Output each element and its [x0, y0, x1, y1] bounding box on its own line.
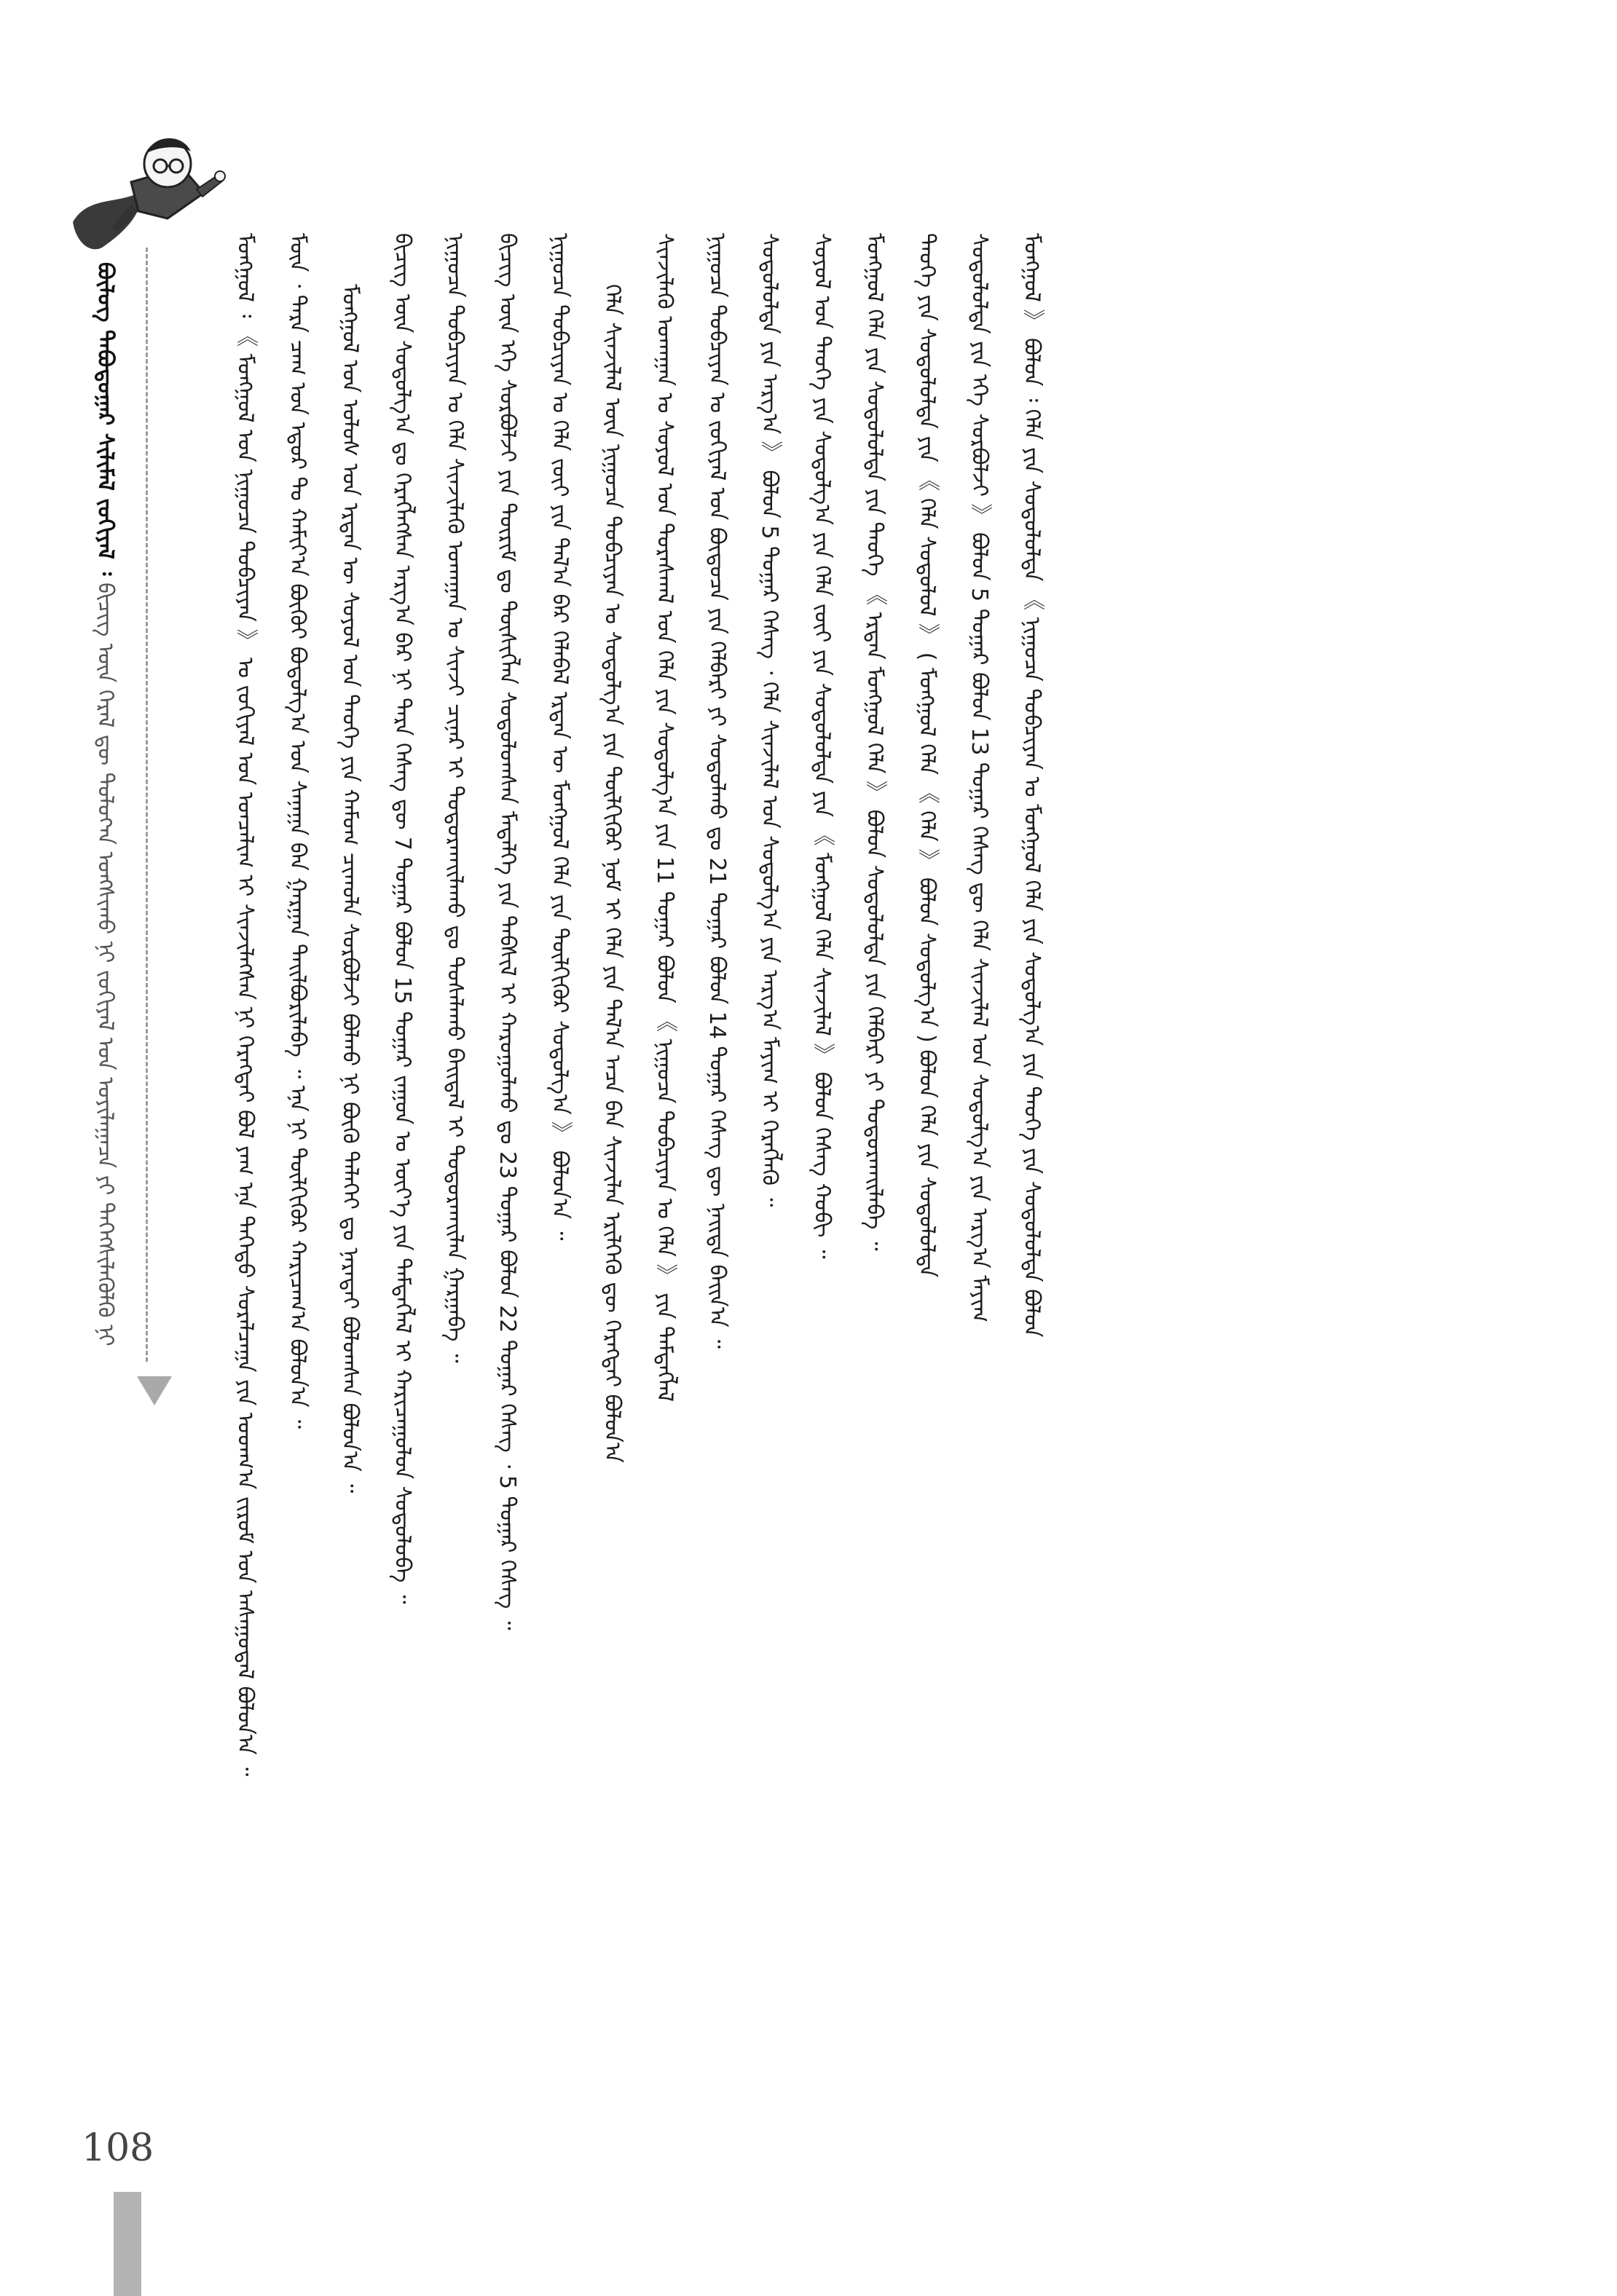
- text-column: ᠨᠢᠭᠤᠴᠠ ᠲᠣᠪᠴᠢᠶᠠᠨ ᠤ ᠬᠡᠯᠡ ᠰᠢᠨᠵᠢᠯᠡᠬᠦ ᠤᠬᠠᠭᠠᠨ ᠤ ᠰᠢᠨᠵᠢ ᠴᠢᠨᠠᠷ ᠢ ᠲᠣᠳᠤᠷᠬᠠᠢᠯᠠᠬᠤ ᠳᠤ ᠲᠤᠰᠠᠯᠠᠬᠤ ᠪᠠᠢᠳᠠᠯ ᠢ ᠲᠣᠳᠣᠷᠬᠠᠢᠯᠠᠨ ᠭᠠᠷᠭᠠᠪᠠ ᠃: [442, 233, 468, 1363]
- running-header-prefix: ᠪᠦᠯᠦᠭ ᠲᠠᠪᠤᠳᠤᠭᠠᠷ ᠰᠢᠯᠢᠮᠡᠯ ᠵᠣᠬᠢᠶᠠᠯ ᠄: [93, 262, 118, 576]
- text-column: ᠪᠢᠴᠢᠭ᠌ ᠦᠨ ᠰᠤᠳᠤᠯᠭ᠎ᠠ ᠳᠤ ᠬᠡᠷᠡᠭᠯᠡᠭᠰᠡᠨ ᠠᠷᠭ᠎ᠠ ᠪᠠᠷ ᠨᠢ ᠲᠡᠷᠡ ᠬᠡᠰᠡᠭ ᠳᠦ 7 ᠳᠤᠭᠠᠷ ᠪᠣᠯᠤᠨ 15 ᠳᠤᠭᠠᠷ ᠵᠠᠭᠤᠨ ᠤ ᠦᠶ᠎ᠡ ᠶᠢᠨ ᠲᠡᠮᠳᠡᠭᠯᠡᠯ ᠢ ᠬᠠᠷᠢᠴᠠᠭᠤᠯᠤᠨ ᠰᠤᠳᠤᠯᠤᠪᠠ ᠃: [390, 233, 415, 1604]
- running-header-title: ᠪᠢᠴᠢᠭ᠌ ᠦᠨ ᠭᠡᠷᠡᠯ ᠳᠦ ᠲᠤᠯᠤᠭ᠌ᠠᠨ ᠤᠩᠰᠢᠬᠤ ᠨᠢ ᠵᠣᠬᠢᠶᠠᠯ ᠤᠨ ᠣᠶᠢᠯᠠᠭᠠᠴᠠ ᠶᠢ ᠳᠡᠭᠡᠭᠰᠢᠯᠡᠭᠦᠯᠬᠦ ᠨᠢ: [93, 582, 118, 1346]
- body-text: [219, 233, 1369, 2119]
- header-dashed-rule: [146, 248, 148, 1362]
- text-column: ᠰᠤᠳᠤᠯᠤᠯᠲᠠ ᠶᠢᠨ ᠠᠷᠭ᠎ᠠ 》 ᠪᠣᠯᠤᠨ 5 ᠳᠤᠭᠠᠷ ᠬᠡᠰᠡᠭ ᠂ ᠬᠡᠯᠡ ᠰᠢᠨᠵᠢᠯᠡᠯ ᠤᠨ ᠰᠤᠳᠤᠯᠭ᠎ᠠ ᠶᠢᠨ ᠠᠷᠭ᠎ᠠ ᠮᠠᠶᠢᠭ ᠢ ᠬᠡᠷᠡᠭᠯᠡᠬᠦ ᠃: [757, 233, 782, 1207]
- text-column: ᠮᠣᠩᠭᠣᠯ ᠄ 《 ᠮᠣᠩᠭᠣᠯ ᠤᠨ ᠨᠢᠭᠤᠴᠠ ᠲᠣᠪᠴᠢᠶᠠᠨ 》 ᠤ ᠵᠣᠬᠢᠶᠠᠯ ᠤᠨ ᠣᠨᠴᠠᠯᠢᠭ ᠢ ᠰᠢᠨᠵᠢᠯᠡᠭᠰᠡᠨ ᠨᠢ ᠬᠡᠷᠡᠭᠲᠡᠢ ᠪᠣᠯ ᠶᠠᠭ ᠡᠨᠡ ᠳᠡᠭᠡᠳᠦ ᠰᠤᠷᠠᠯᠴᠠᠭᠠ ᠶᠢᠨ ᠤᠳᠬ᠎ᠠ ᠵᠢᠷᠤᠮ ᠤᠨ ᠠᠰᠠᠭᠤᠳᠠᠯ ᠪᠣᠯᠤᠨ᠎ᠠ ᠃: [232, 233, 258, 1777]
- mascot-illustration: [58, 124, 226, 269]
- page-number: 108: [82, 2126, 154, 2170]
- page-edge-tab: [114, 2192, 141, 2296]
- text-column: ᠮᠣᠩᠭᠣᠯ ᠬᠡᠯᠡ ᠶᠢᠨ ᠰᠤᠳᠤᠯᠤᠯᠲᠠ ᠶᠢᠨ ᠲᠡᠦᠬᠡ 《 ᠡᠷᠲᠡᠨ ᠮᠣᠩᠭᠣᠯ ᠬᠡᠯᠡ 》 ᠪᠣᠯᠤᠨ ᠰᠤᠳᠤᠯᠤᠯᠲᠠ ᠶᠢᠨ ᠬᠡᠯᠪᠡᠷᠢ ᠶᠢ ᠲᠣᠳᠤᠷᠬᠠᠢᠯᠠᠪᠠ ᠃: [862, 233, 887, 1251]
- text-column: ᠬᠡᠯᠡ ᠰᠢᠨᠵᠢᠯᠡᠯ ᠦᠨ ᠨᠢᠭᠤᠴᠠ ᠲᠣᠪᠴᠢᠶᠠᠨ ᠤ ᠰᠤᠳᠤᠯᠭ᠎ᠠ ᠶᠢᠨ ᠲᠦᠯᠬᠢᠭᠦᠷ ᠨᠣᠮ ᠢ ᠬᠡᠯᠡ ᠶᠢᠨ ᠲᠠᠯ᠎ᠠ ᠠᠴᠠ ᠪᠠᠨ ᠰᠢᠨᠵᠢᠯᠡᠨ ᠡᠷᠢᠯᠬᠡᠬᠦ ᠳᠦ ᠬᠡᠷᠡᠭᠲᠡᠢ ᠪᠣᠯᠤᠨ᠎ᠠ: [599, 284, 625, 1463]
- text-column: ᠰᠤᠳᠤᠯᠤᠯᠲᠠ ᠶᠢᠨ ᠡᠬᠡ ᠰᠤᠷᠪᠤᠯᠵᠢ 》 ᠪᠣᠯᠤᠨ 5 ᠳᠤᠭᠠᠷ ᠪᠣᠯᠤᠨ 13 ᠳᠤᠭᠠᠷ ᠬᠡᠰᠡᠭ ᠳᠦ ᠬᠡᠯᠡ ᠰᠢᠨᠵᠢᠯᠡᠯ ᠤᠨ ᠰᠤᠳᠤᠯᠭ᠎ᠠ ᠶᠢᠨ ᠠᠷᠭ᠎ᠠ ᠮᠠᠶᠢᠭ: [967, 233, 992, 1323]
- down-arrow-icon: [137, 1376, 172, 1405]
- text-column: ᠰᠣᠶᠣᠯ ᠤᠨ ᠲᠡᠦᠬᠡ ᠶᠢᠨ ᠰᠤᠳᠤᠯᠭ᠎ᠠ ᠶᠢᠨ ᠬᠡᠯᠡ ᠵᠦᠢ ᠶᠢᠨ ᠰᠤᠳᠤᠯᠤᠯᠲᠠ ᠶᠢᠨ 《 ᠮᠣᠩᠭᠣᠯ ᠬᠡᠯᠡ ᠰᠢᠨᠵᠢᠯᠡᠯ 》 ᠪᠣᠯᠤᠨ ᠬᠡᠰᠡᠭ ᠬᠤᠪᠢ ᠃: [809, 233, 835, 1259]
- text-column: ᠮᠥᠨ ᠂ ᠲᠡᠷᠡ ᠴᠠᠭ ᠤᠨ ᠡᠳᠦᠷ ᠲᠤ ᠬᠠᠮᠢᠶ᠎ᠠ ᠪᠦᠬᠦᠢ ᠪᠣᠳᠣᠯᠭ᠎ᠠ ᠤᠨ ᠰᠠᠨᠠᠭᠠ ᠪᠡᠨ ᠭᠠᠷᠭᠠᠨ ᠲᠠᠢᠯᠪᠤᠷᠢᠯᠠᠪᠠ ᠃ ᠡᠨᠡ ᠨᠢ ᠲᠦᠯᠬᠢᠭᠦᠷ ᠬᠠᠷᠢᠴᠠᠭ᠎ᠠ ᠪᠣᠯᠤᠨ᠎ᠠ ᠃: [285, 233, 310, 1429]
- text-column: ᠰᠢᠨᠵᠢᠯᠡᠬᠦ ᠤᠬᠠᠭᠠᠨ ᠤ ᠰᠣᠶᠣᠯ ᠤᠨ ᠳᠤᠷᠠᠰᠬᠠᠯ ᠤᠨ ᠬᠡᠯᠡ ᠶᠢᠨ ᠰᠤᠳᠤᠯᠭ᠎ᠠ ᠶᠢᠨ 11 ᠳᠤᠭᠠᠷ ᠪᠣᠯᠤᠨ 《 ᠨᠢᠭᠤᠴᠠ ᠲᠣᠪᠴᠢᠶᠠᠨ ᠤ ᠬᠡᠯᠡ 》 ᠶᠢᠨ ᠲᠡᠮᠳᠡᠭᠯᠡᠯ: [652, 233, 677, 1403]
- text-column: ᠲᠡᠦᠬᠡ ᠶᠢᠨ ᠰᠤᠳᠤᠯᠤᠯᠲᠠ ᠶᠢᠨ 《 ᠬᠡᠯᠡ ᠰᠤᠳᠤᠯᠤᠯ 》 ( ᠮᠣᠩᠭᠣᠯ ᠬᠡᠯᠡ 《 ᠬᠡᠯᠡ 》 ᠪᠣᠯᠤᠨ ᠰᠤᠳᠤᠯᠭ᠎ᠠ ) ᠪᠣᠯᠤᠨ ᠬᠡᠯᠡ ᠶᠢᠨ ᠰᠤᠳᠤᠯᠤᠯᠲᠠ: [914, 233, 940, 1278]
- text-column: ᠪᠢᠴᠢᠭ᠌ ᠦᠨ ᠡᠬᠡ ᠰᠤᠷᠪᠤᠯᠵᠢ ᠶᠢᠨ ᠳᠦᠷᠢᠮ ᠳᠤ ᠲᠦᠰᠢᠭᠯᠡᠨ ᠰᠤᠳᠤᠯᠤᠭᠰᠠᠨ ᠮᠡᠳᠡᠯᠭᠡ ᠶᠢᠨ ᠳᠡᠪᠰᠢᠯ ᠢ ᠬᠠᠷᠤᠭᠤᠯᠬᠤ ᠳᠤ 23 ᠳᠤᠭᠠᠷ ᠪᠣᠯᠤᠨ 22 ᠳᠤᠭᠠᠷ ᠬᠡᠰᠡᠭ ᠂ 5 ᠳᠤᠭᠠᠷ ᠬᠡᠰᠡᠭ ᠃: [495, 233, 520, 1630]
- text-column: ᠮᠣᠩᠭᠣᠯ ᠤᠨ ᠤᠯᠤᠰ ᠤᠨ ᠡᠷᠲᠡᠨ ᠦ ᠰᠣᠶᠣᠯ ᠤᠨ ᠲᠡᠦᠬᠡ ᠶᠢᠨ ᠬᠠᠮᠤᠭ ᠴᠢᠬᠤᠯᠠ ᠰᠤᠷᠪᠤᠯᠵᠢ ᠪᠣᠯᠬᠤ ᠨᠢ ᠪᠦᠬᠦ ᠳᠡᠯᠡᠬᠡᠢ ᠳᠤ ᠨᠡᠷᠡᠲᠡᠢ ᠪᠣᠯᠤᠭᠰᠠᠨ ᠪᠣᠯᠤᠨ᠎ᠠ ᠃: [337, 284, 363, 1494]
- text-column: ᠮᠣᠩᠭᠣᠯ 》 ᠪᠣᠯᠤᠨ ᠄ ᠬᠡᠯᠡ ᠶᠢᠨ ᠰᠤᠳᠤᠯᠤᠯᠲᠠ 《 ᠨᠢᠭᠤᠴᠠ ᠲᠣᠪᠴᠢᠶᠠᠨ ᠤ ᠮᠣᠩᠭᠣᠯ ᠬᠡᠯᠡ ᠶᠢᠨ ᠰᠤᠳᠤᠯᠭ᠎ᠠ ᠶᠢᠨ ᠲᠡᠦᠬᠡ ᠶᠢᠨ ᠰᠤᠳᠤᠯᠤᠯᠲᠠ ᠪᠣᠯᠤᠨ: [1019, 233, 1044, 1338]
- text-column: ᠨᠢᠭᠤᠴᠠ ᠲᠣᠪᠴᠢᠶᠠᠨ ᠤ ᠵᠣᠬᠢᠶᠠᠯ ᠤᠨ ᠪᠦᠲᠦᠴᠡ ᠶᠢᠨ ᠬᠡᠯᠪᠡᠷᠢ ᠶᠢ ᠰᠤᠳᠤᠯᠬᠤ ᠳᠤ 21 ᠳᠤᠭᠠᠷ ᠪᠣᠯᠤᠨ 14 ᠳᠤᠭᠠᠷ ᠬᠡᠰᠡᠭ ᠳᠦ ᠨᠡᠢᠲᠡ ᠪᠠᠢᠨ᠎ᠠ ᠃: [704, 233, 730, 1349]
- text-column: ᠨᠢᠭᠤᠴᠠ ᠲᠣᠪᠴᠢᠶᠠᠨ ᠤ ᠬᠡᠯᠡ ᠵᠦᠢ ᠶᠢᠨ ᠲᠠᠯ᠎ᠠ ᠪᠠᠷ ᠬᠡᠯᠡᠪᠡᠯ ᠡᠷᠲᠡᠨ ᠦ ᠮᠣᠩᠭᠣᠯ ᠬᠡᠯᠡ ᠶᠢᠨ ᠲᠦᠯᠬᠢᠭᠦᠷ ᠰᠤᠳᠤᠯᠭ᠎ᠠ 》 ᠪᠣᠯᠤᠨ᠎ᠠ ᠃: [547, 233, 573, 1241]
- running-header: [86, 262, 125, 1346]
